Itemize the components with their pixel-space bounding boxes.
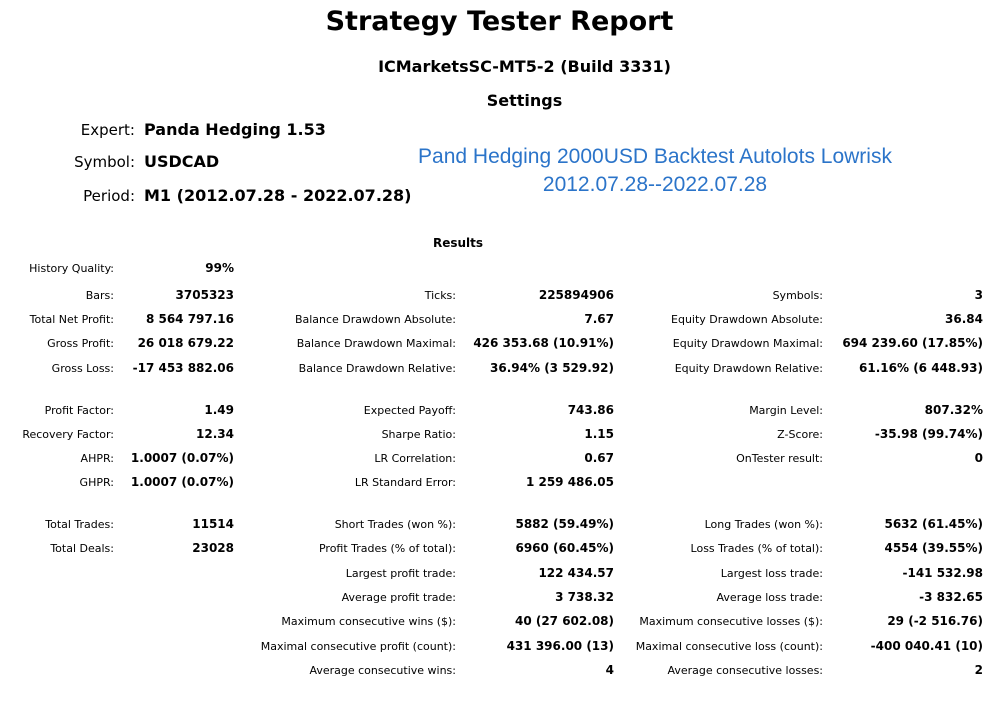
settings-heading: Settings: [486, 91, 563, 110]
result-label: Average consecutive losses:: [667, 664, 823, 677]
result-label: LR Standard Error:: [354, 476, 456, 489]
result-value: 29 (-2 516.76): [887, 614, 983, 628]
result-value: 23028: [192, 541, 234, 555]
result-label: Maximum consecutive wins ($):: [281, 615, 456, 628]
result-label: Equity Drawdown Relative:: [674, 362, 823, 375]
period-label: Period:: [83, 187, 135, 205]
result-label: Gross Loss:: [51, 362, 114, 375]
result-label: Margin Level:: [749, 404, 823, 417]
result-value: 1.0007 (0.07%): [130, 475, 234, 489]
result-value: 3 738.32: [555, 590, 614, 604]
result-value: 3705323: [175, 288, 234, 302]
result-value: 11514: [192, 517, 234, 531]
result-value: -3 832.65: [919, 590, 983, 604]
overlay-caption-line2: 2012.07.28--2022.07.28: [542, 173, 768, 196]
result-label: Recovery Factor:: [22, 428, 114, 441]
result-label: Equity Drawdown Maximal:: [672, 337, 823, 350]
result-value: -141 532.98: [902, 566, 983, 580]
result-label: Symbols:: [772, 289, 823, 302]
result-value: 5632 (61.45%): [884, 517, 983, 531]
result-value: 122 434.57: [538, 566, 614, 580]
result-value: 807.32%: [924, 403, 983, 417]
result-label: Maximal consecutive profit (count):: [260, 640, 456, 653]
result-label: Equity Drawdown Absolute:: [671, 313, 823, 326]
result-value: 1.15: [584, 427, 614, 441]
result-value: 6960 (60.45%): [515, 541, 614, 555]
expert-value: Panda Hedging 1.53: [144, 120, 326, 139]
result-label: Profit Trades (% of total):: [318, 542, 456, 555]
result-value: -17 453 882.06: [132, 361, 234, 375]
report-title: Strategy Tester Report: [325, 6, 674, 37]
result-label: Balance Drawdown Maximal:: [296, 337, 456, 350]
result-label: Total Deals:: [50, 542, 114, 555]
result-label: AHPR:: [80, 452, 114, 465]
result-value: 36.94% (3 529.92): [490, 361, 614, 375]
period-value: M1 (2012.07.28 - 2022.07.28): [144, 186, 412, 205]
result-value: 5882 (59.49%): [515, 517, 614, 531]
result-label: History Quality:: [29, 262, 114, 275]
result-value: 8 564 797.16: [145, 312, 234, 326]
result-value: 3: [974, 288, 983, 302]
symbol-value: USDCAD: [144, 152, 220, 171]
result-value: 99%: [205, 261, 234, 275]
result-label: Expected Payoff:: [363, 404, 456, 417]
result-label: OnTester result:: [736, 452, 823, 465]
result-label: Maximal consecutive loss (count):: [635, 640, 823, 653]
result-value: 4554 (39.55%): [884, 541, 983, 555]
server-build: ICMarketsSC-MT5-2 (Build 3331): [378, 57, 671, 76]
result-value: 1.0007 (0.07%): [130, 451, 234, 465]
result-value: 7.67: [584, 312, 614, 326]
result-label: Total Net Profit:: [29, 313, 114, 326]
result-label: Ticks:: [424, 289, 456, 302]
result-value: -400 040.41 (10): [870, 639, 983, 653]
result-label: Total Trades:: [45, 518, 114, 531]
result-value: 2: [974, 663, 983, 677]
result-value: 694 239.60 (17.85%): [842, 336, 983, 350]
result-label: Z-Score:: [777, 428, 823, 441]
result-label: Largest loss trade:: [720, 567, 823, 580]
overlay-caption-line1: Pand Hedging 2000USD Backtest Autolots Lowrisk: [418, 145, 892, 168]
symbol-label: Symbol:: [74, 153, 135, 171]
result-label: Loss Trades (% of total):: [690, 542, 823, 555]
result-value: 225894906: [538, 288, 614, 302]
results-heading: Results: [432, 236, 484, 250]
result-value: 4: [605, 663, 614, 677]
result-label: Bars:: [85, 289, 114, 302]
result-label: LR Correlation:: [374, 452, 456, 465]
expert-label: Expert:: [80, 121, 135, 139]
result-value: 40 (27 602.08): [514, 614, 614, 628]
result-value: -35.98 (99.74%): [874, 427, 983, 441]
result-value: 1 259 486.05: [525, 475, 614, 489]
result-value: 0: [974, 451, 983, 465]
result-label: Average loss trade:: [716, 591, 823, 604]
result-value: 426 353.68 (10.91%): [473, 336, 614, 350]
result-value: 61.16% (6 448.93): [859, 361, 983, 375]
result-label: Gross Profit:: [47, 337, 114, 350]
result-label: Maximum consecutive losses ($):: [639, 615, 823, 628]
result-value: 1.49: [204, 403, 234, 417]
result-value: 12.34: [196, 427, 234, 441]
result-label: GHPR:: [79, 476, 114, 489]
result-label: Profit Factor:: [44, 404, 114, 417]
result-value: 0.67: [584, 451, 614, 465]
result-label: Balance Drawdown Relative:: [298, 362, 456, 375]
result-label: Short Trades (won %):: [334, 518, 456, 531]
result-label: Largest profit trade:: [345, 567, 456, 580]
result-label: Balance Drawdown Absolute:: [294, 313, 456, 326]
result-value: 36.84: [945, 312, 983, 326]
result-value: 743.86: [567, 403, 614, 417]
result-value: 26 018 679.22: [137, 336, 234, 350]
result-label: Sharpe Ratio:: [381, 428, 456, 441]
result-label: Long Trades (won %):: [704, 518, 823, 531]
result-value: 431 396.00 (13): [506, 639, 614, 653]
result-label: Average profit trade:: [341, 591, 456, 604]
result-label: Average consecutive wins:: [309, 664, 456, 677]
